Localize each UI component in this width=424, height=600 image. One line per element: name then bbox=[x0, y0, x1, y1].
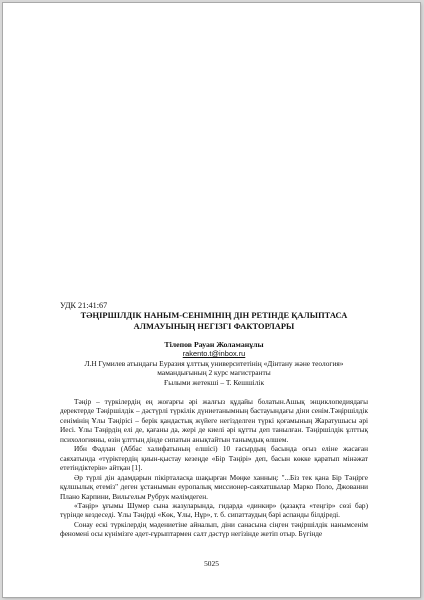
page-number: 5025 bbox=[204, 559, 219, 568]
title-line: ТӘҢІРШІЛДІК НАНЫМ-СЕНІМІНІҢ ДІН РЕТІНДЕ ҚАЛЫПТАСА bbox=[80, 311, 348, 320]
author-email-line bbox=[60, 349, 368, 358]
article-content bbox=[60, 301, 368, 540]
article-title bbox=[60, 311, 368, 332]
supervisor-line: Ғылыми жетекші – Т. Кешшілік bbox=[163, 377, 265, 387]
document-page bbox=[3, 3, 420, 597]
body-paragraph: Сонау ескі түркілердің мәдениетіне айналып, діни санасына сіңген тәңіршілдік нанымсенім феномені осы күнімізге әдет-ғұрыптармен салт дәстүр негізінде жетіп отыр. Бүгінде bbox=[60, 520, 368, 539]
body-paragraph: Әр түрлі дін адамдарын пікірталасқа шақырған Мөңке ханның: "...Біз тек қана Бір Тәңірге құлшылық етеміз" деген ұстанымын еуропалық миссионер-саяхатшылар Марко Поло, Джованни Плано Карпини, Вильгельм Рубрук мәлімдеген. bbox=[60, 473, 368, 501]
author-affiliation bbox=[60, 359, 368, 387]
body-paragraph: Ибн Фадлан (Аббас халифатының елшісі) 10 ғасырдың басында оғыз еліне жасаған саяхатында «түріктердің қиын-қыстау кезеңде «Бір Тәңірі» деп, басын көкке қаратып мінәжат ететіндіктерін» айтқан [1]. bbox=[60, 445, 368, 473]
author-email-link[interactable]: rakento.t@inbox.ru bbox=[182, 349, 246, 359]
body-paragraph: «Тәңір» ұғымы Шумер сына жазуларында, гидарда «динкир» (қазақта «теңгір» сөзі бар) түрінде кездеседі. Ұлы Тәңірді «Көк, Ұлы, Нұр», т. б. сипаттаудың бәрі аспанды білдіреді. bbox=[60, 502, 368, 520]
body-paragraph: Тәңір – түркілердің ең жоғарғы әрі жалғыз құдайы болатын.Ашық энциклопедиядағы деректерде Тәңіршілдік – дәстүрлі түркілік дүниетанымның бастауындағы діни сенім.Тәңіршілдік сенімінің Ұлы Тәңірісі – берік қандастық жүйеге негізделген түркі қоғамының Жаратушысы әрі Иесі. Ұлы Тәңірдің елі де, қағаны да, жері де киелі әрі құтты деп танылған. Тәңіршілдік ұлттық психологияны, өзін ұлттың дінде сипатын анықтайтын танымдық өлшем. bbox=[60, 398, 368, 444]
author-name: Тілепов Рауан Жоламанұлы bbox=[164, 340, 264, 349]
affiliation-line: мамандығының 2 курс магистранты bbox=[157, 368, 271, 378]
udc-code: УДК 21:41:67 bbox=[60, 301, 108, 310]
affiliation-line: Л.Н Гумилев атындағы Еуразия ұлттық университетінің «Дінтану және теология» bbox=[84, 358, 344, 368]
title-line: АЛМАУЫНЫҢ НЕГІЗГІ ФАКТОРЛАРЫ bbox=[133, 321, 295, 331]
article-body bbox=[60, 398, 368, 540]
